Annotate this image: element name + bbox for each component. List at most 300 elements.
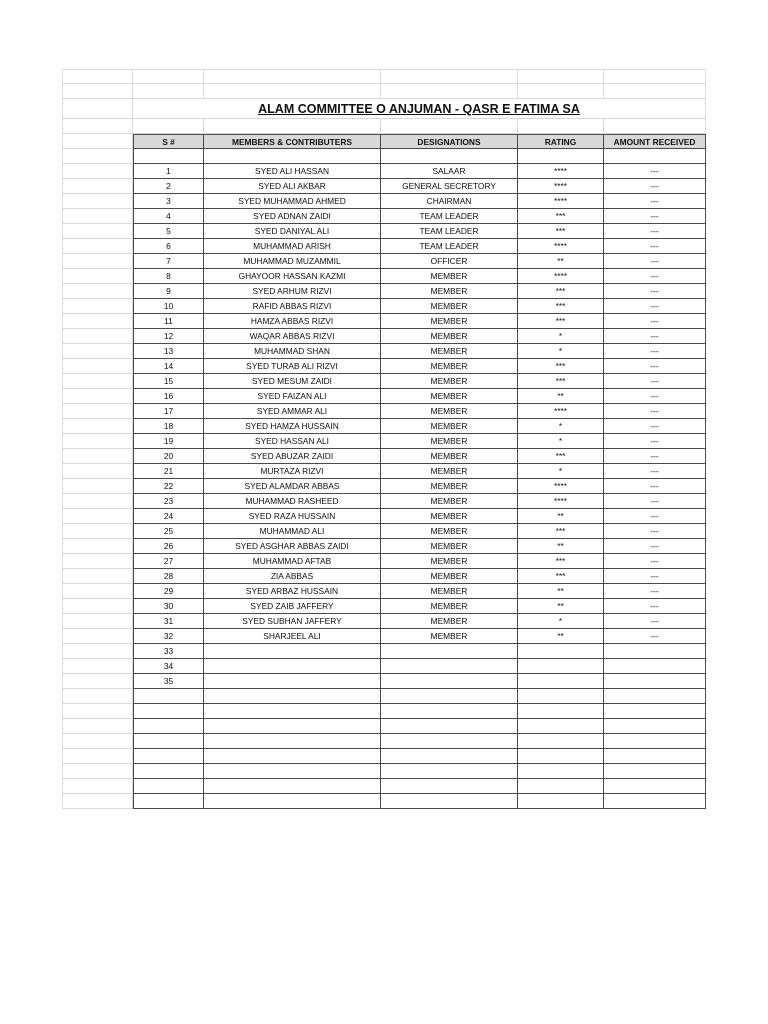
table-row [62,449,706,464]
member-name-cell[interactable]: MUHAMMAD AFTAB [204,554,381,569]
designation-cell[interactable]: MEMBER [381,479,518,494]
amount-cell[interactable] [604,779,706,794]
cell[interactable] [381,69,518,84]
cell[interactable] [604,149,706,164]
designation-cell[interactable] [381,749,518,764]
designation-cell[interactable]: MEMBER [381,329,518,344]
designation-cell[interactable]: MEMBER [381,539,518,554]
member-name-cell[interactable]: RAFID ABBAS RIZVI [204,299,381,314]
serial-cell[interactable]: 24 [133,509,204,524]
cell[interactable] [133,119,204,134]
cell[interactable] [62,554,133,569]
member-name-cell[interactable]: SYED ABUZAR ZAIDI [204,449,381,464]
member-name-cell[interactable]: ZIA ABBAS [204,569,381,584]
member-name-cell[interactable]: SYED MUHAMMAD AHMED [204,194,381,209]
serial-cell[interactable]: 26 [133,539,204,554]
rating-cell[interactable]: * [518,464,604,479]
rating-cell[interactable]: *** [518,449,604,464]
cell[interactable] [62,509,133,524]
amount-cell[interactable]: --- [604,314,706,329]
designation-cell[interactable]: MEMBER [381,404,518,419]
member-name-cell[interactable] [204,749,381,764]
amount-cell[interactable]: --- [604,389,706,404]
designation-cell[interactable]: MEMBER [381,569,518,584]
amount-cell[interactable] [604,704,706,719]
cell[interactable] [62,149,133,164]
member-name-cell[interactable]: MUHAMMAD SHAN [204,344,381,359]
serial-cell[interactable]: 11 [133,314,204,329]
rating-cell[interactable] [518,704,604,719]
designation-cell[interactable]: MEMBER [381,389,518,404]
cell[interactable] [62,389,133,404]
amount-cell[interactable]: --- [604,464,706,479]
cell[interactable] [62,99,133,119]
designation-cell[interactable]: MEMBER [381,374,518,389]
designation-cell[interactable]: TEAM LEADER [381,209,518,224]
rating-cell[interactable]: **** [518,194,604,209]
sheet-row-empty [62,149,706,164]
designation-cell[interactable]: MEMBER [381,629,518,644]
designation-cell[interactable]: MEMBER [381,494,518,509]
table-row [62,749,706,764]
member-name-cell[interactable] [204,644,381,659]
cell[interactable] [62,194,133,209]
serial-cell[interactable]: 7 [133,254,204,269]
cell[interactable] [381,119,518,134]
designation-cell[interactable]: MEMBER [381,269,518,284]
cell[interactable] [62,584,133,599]
designation-cell[interactable]: MEMBER [381,299,518,314]
serial-cell[interactable]: 23 [133,494,204,509]
serial-cell[interactable]: 4 [133,209,204,224]
cell[interactable] [62,794,133,809]
amount-cell[interactable]: --- [604,509,706,524]
cell[interactable] [62,599,133,614]
rating-cell[interactable]: ** [518,254,604,269]
cell[interactable] [62,419,133,434]
designation-cell[interactable]: MEMBER [381,419,518,434]
amount-cell[interactable]: --- [604,329,706,344]
cell[interactable] [62,719,133,734]
designation-cell[interactable] [381,794,518,809]
rating-cell[interactable]: *** [518,374,604,389]
rating-cell[interactable]: *** [518,524,604,539]
rating-cell[interactable]: *** [518,359,604,374]
designation-cell[interactable]: MEMBER [381,344,518,359]
member-name-cell[interactable] [204,704,381,719]
member-name-cell[interactable]: SYED AMMAR ALI [204,404,381,419]
serial-cell[interactable]: 3 [133,194,204,209]
member-name-cell[interactable] [204,659,381,674]
amount-cell[interactable]: --- [604,599,706,614]
designation-cell[interactable] [381,734,518,749]
amount-cell[interactable]: --- [604,494,706,509]
rating-cell[interactable]: **** [518,479,604,494]
cell[interactable] [62,464,133,479]
amount-cell[interactable]: --- [604,419,706,434]
amount-cell[interactable]: --- [604,359,706,374]
rating-cell[interactable]: * [518,329,604,344]
designation-cell[interactable] [381,659,518,674]
amount-cell[interactable]: --- [604,629,706,644]
rating-cell[interactable] [518,749,604,764]
sheet-row-empty [62,119,706,134]
rating-cell[interactable]: **** [518,494,604,509]
amount-cell[interactable] [604,674,706,689]
serial-cell[interactable]: 8 [133,269,204,284]
member-name-cell[interactable]: SYED ASGHAR ABBAS ZAIDI [204,539,381,554]
rating-cell[interactable]: ** [518,509,604,524]
designation-cell[interactable]: MEMBER [381,449,518,464]
designation-cell[interactable]: CHAIRMAN [381,194,518,209]
amount-cell[interactable]: --- [604,434,706,449]
serial-cell[interactable]: 15 [133,374,204,389]
cell[interactable] [381,149,518,164]
rating-cell[interactable]: *** [518,554,604,569]
cell[interactable] [62,434,133,449]
sheet-title[interactable] [133,99,706,119]
cell[interactable] [62,734,133,749]
amount-cell[interactable] [604,644,706,659]
cell[interactable] [62,134,133,149]
cell[interactable] [62,254,133,269]
amount-cell[interactable]: --- [604,299,706,314]
amount-cell[interactable]: --- [604,164,706,179]
member-name-cell[interactable]: SYED ALI HASSAN [204,164,381,179]
cell[interactable] [62,314,133,329]
rating-cell[interactable] [518,734,604,749]
serial-cell[interactable]: 28 [133,569,204,584]
designation-cell[interactable]: GENERAL SECRETORY [381,179,518,194]
amount-cell[interactable]: --- [604,539,706,554]
member-name-cell[interactable]: MUHAMMAD RASHEED [204,494,381,509]
cell[interactable] [62,84,133,99]
member-name-cell[interactable]: SYED DANIYAL ALI [204,224,381,239]
member-name-cell[interactable]: SYED ARHUM RIZVI [204,284,381,299]
designation-cell[interactable]: MEMBER [381,359,518,374]
serial-cell[interactable]: 5 [133,224,204,239]
rating-cell[interactable]: **** [518,179,604,194]
cell[interactable] [62,569,133,584]
cell[interactable] [62,494,133,509]
cell[interactable] [518,69,604,84]
member-name-cell[interactable] [204,764,381,779]
serial-cell[interactable]: 14 [133,359,204,374]
member-name-cell[interactable] [204,689,381,704]
member-name-cell[interactable]: MUHAMMAD MUZAMMIL [204,254,381,269]
designation-cell[interactable] [381,779,518,794]
amount-cell[interactable]: --- [604,524,706,539]
serial-cell[interactable]: 16 [133,389,204,404]
cell[interactable] [133,84,204,99]
designation-cell[interactable] [381,719,518,734]
rating-cell[interactable]: **** [518,164,604,179]
amount-cell[interactable]: --- [604,284,706,299]
rating-cell[interactable]: *** [518,569,604,584]
cell[interactable] [62,299,133,314]
serial-cell[interactable]: 18 [133,419,204,434]
cell[interactable] [604,69,706,84]
serial-cell[interactable]: 9 [133,284,204,299]
amount-cell[interactable]: --- [604,479,706,494]
cell[interactable] [62,779,133,794]
member-name-cell[interactable]: SHARJEEL ALI [204,629,381,644]
header-serial[interactable]: S # [133,134,204,149]
designation-cell[interactable]: TEAM LEADER [381,239,518,254]
cell[interactable] [62,659,133,674]
rating-cell[interactable]: ** [518,584,604,599]
serial-cell[interactable]: 30 [133,599,204,614]
cell[interactable] [62,179,133,194]
cell[interactable] [518,84,604,99]
cell[interactable] [62,239,133,254]
cell[interactable] [62,119,133,134]
cell[interactable] [204,119,381,134]
designation-cell[interactable]: SALAAR [381,164,518,179]
amount-cell[interactable] [604,794,706,809]
amount-cell[interactable]: --- [604,239,706,254]
member-name-cell[interactable]: SYED RAZA HUSSAIN [204,509,381,524]
serial-cell[interactable] [133,719,204,734]
amount-cell[interactable]: --- [604,344,706,359]
cell[interactable] [62,524,133,539]
amount-cell[interactable] [604,734,706,749]
rating-cell[interactable]: * [518,344,604,359]
amount-cell[interactable]: --- [604,374,706,389]
designation-cell[interactable]: OFFICER [381,254,518,269]
serial-cell[interactable]: 27 [133,554,204,569]
amount-cell[interactable]: --- [604,554,706,569]
cell[interactable] [62,374,133,389]
rating-cell[interactable] [518,644,604,659]
cell[interactable] [62,614,133,629]
rating-cell[interactable]: ** [518,599,604,614]
serial-cell[interactable] [133,734,204,749]
member-name-cell[interactable]: SYED FAIZAN ALI [204,389,381,404]
designation-cell[interactable]: MEMBER [381,554,518,569]
rating-cell[interactable]: *** [518,299,604,314]
serial-cell[interactable]: 25 [133,524,204,539]
member-name-cell[interactable]: GHAYOOR HASSAN KAZMI [204,269,381,284]
cell[interactable] [62,344,133,359]
amount-cell[interactable]: --- [604,194,706,209]
cell[interactable] [62,539,133,554]
amount-cell[interactable]: --- [604,614,706,629]
serial-cell[interactable] [133,779,204,794]
serial-cell[interactable]: 35 [133,674,204,689]
cell[interactable] [62,749,133,764]
serial-cell[interactable]: 29 [133,584,204,599]
cell[interactable] [62,269,133,284]
member-name-cell[interactable] [204,674,381,689]
serial-cell[interactable] [133,794,204,809]
rating-cell[interactable]: *** [518,284,604,299]
rating-cell[interactable]: **** [518,239,604,254]
rating-cell[interactable] [518,719,604,734]
rating-cell[interactable]: * [518,419,604,434]
cell[interactable] [604,119,706,134]
member-name-cell[interactable]: MURTAZA RIZVI [204,464,381,479]
member-name-cell[interactable]: SYED MESUM ZAIDI [204,374,381,389]
member-name-cell[interactable] [204,794,381,809]
member-name-cell[interactable]: SYED ZAIB JAFFERY [204,599,381,614]
serial-cell[interactable]: 1 [133,164,204,179]
serial-cell[interactable]: 33 [133,644,204,659]
designation-cell[interactable]: TEAM LEADER [381,224,518,239]
amount-cell[interactable] [604,719,706,734]
rating-cell[interactable]: ** [518,539,604,554]
serial-cell[interactable]: 22 [133,479,204,494]
designation-cell[interactable]: MEMBER [381,434,518,449]
member-name-cell[interactable]: SYED HAMZA HUSSAIN [204,419,381,434]
amount-cell[interactable] [604,659,706,674]
cell[interactable] [62,644,133,659]
table-row [62,479,706,494]
cell[interactable] [604,84,706,99]
rating-cell[interactable]: ** [518,389,604,404]
table-row [62,554,706,569]
designation-cell[interactable] [381,704,518,719]
cell[interactable] [381,84,518,99]
designation-cell[interactable]: MEMBER [381,614,518,629]
cell[interactable] [62,479,133,494]
cell[interactable] [204,84,381,99]
serial-cell[interactable]: 6 [133,239,204,254]
member-name-cell[interactable] [204,719,381,734]
cell[interactable] [62,284,133,299]
designation-cell[interactable] [381,644,518,659]
member-name-cell[interactable]: SYED ALAMDAR ABBAS [204,479,381,494]
cell[interactable] [62,674,133,689]
rating-cell[interactable]: **** [518,404,604,419]
member-name-cell[interactable]: SYED ARBAZ HUSSAIN [204,584,381,599]
amount-cell[interactable]: --- [604,224,706,239]
member-name-cell[interactable]: SYED HASSAN ALI [204,434,381,449]
amount-cell[interactable] [604,749,706,764]
serial-cell[interactable]: 10 [133,299,204,314]
amount-cell[interactable]: --- [604,209,706,224]
cell[interactable] [204,69,381,84]
cell[interactable] [62,704,133,719]
header-rating[interactable]: RATING [518,134,604,149]
cell[interactable] [62,224,133,239]
cell[interactable] [133,149,204,164]
designation-cell[interactable]: MEMBER [381,599,518,614]
table-row [62,779,706,794]
member-name-cell[interactable]: MUHAMMAD ARISH [204,239,381,254]
cell[interactable] [62,209,133,224]
serial-cell[interactable]: 2 [133,179,204,194]
serial-cell[interactable] [133,704,204,719]
cell[interactable] [62,69,133,84]
cell[interactable] [133,69,204,84]
designation-cell[interactable]: MEMBER [381,464,518,479]
serial-cell[interactable]: 34 [133,659,204,674]
rating-cell[interactable]: *** [518,314,604,329]
cell[interactable] [62,329,133,344]
rating-cell[interactable] [518,689,604,704]
amount-cell[interactable]: --- [604,569,706,584]
amount-cell[interactable]: --- [604,254,706,269]
header-amount[interactable]: AMOUNT RECEIVED [604,134,706,149]
designation-cell[interactable]: MEMBER [381,524,518,539]
designation-cell[interactable]: MEMBER [381,314,518,329]
rating-cell[interactable] [518,764,604,779]
rating-cell[interactable]: *** [518,209,604,224]
designation-cell[interactable]: MEMBER [381,284,518,299]
serial-cell[interactable]: 12 [133,329,204,344]
spreadsheet [62,69,706,809]
designation-cell[interactable] [381,689,518,704]
cell[interactable] [518,119,604,134]
serial-cell[interactable]: 13 [133,344,204,359]
cell[interactable] [204,149,381,164]
serial-cell[interactable] [133,749,204,764]
amount-cell[interactable]: --- [604,179,706,194]
rating-cell[interactable] [518,674,604,689]
designation-cell[interactable] [381,764,518,779]
amount-cell[interactable]: --- [604,404,706,419]
serial-cell[interactable]: 32 [133,629,204,644]
serial-cell[interactable]: 31 [133,614,204,629]
cell[interactable] [62,689,133,704]
amount-cell[interactable] [604,689,706,704]
cell[interactable] [518,149,604,164]
table-row [62,284,706,299]
rating-cell[interactable]: **** [518,269,604,284]
serial-cell[interactable]: 20 [133,449,204,464]
rating-cell[interactable]: * [518,614,604,629]
cell[interactable] [62,359,133,374]
cell[interactable] [62,164,133,179]
amount-cell[interactable] [604,764,706,779]
header-designations[interactable]: DESIGNATIONS [381,134,518,149]
amount-cell[interactable]: --- [604,449,706,464]
header-members[interactable]: MEMBERS & CONTRIBUTERS [204,134,381,149]
cell[interactable] [62,449,133,464]
table-row [62,209,706,224]
rating-cell[interactable]: * [518,434,604,449]
serial-cell[interactable]: 17 [133,404,204,419]
rating-cell[interactable] [518,659,604,674]
cell[interactable] [62,404,133,419]
member-name-cell[interactable]: SYED ALI AKBAR [204,179,381,194]
serial-cell[interactable]: 21 [133,464,204,479]
rating-cell[interactable]: *** [518,224,604,239]
member-name-cell[interactable]: SYED SUBHAN JAFFERY [204,614,381,629]
member-name-cell[interactable]: WAQAR ABBAS RIZVI [204,329,381,344]
member-name-cell[interactable] [204,734,381,749]
designation-cell[interactable] [381,674,518,689]
member-name-cell[interactable]: SYED TURAB ALI RIZVI [204,359,381,374]
rating-cell[interactable]: ** [518,629,604,644]
serial-cell[interactable] [133,764,204,779]
cell[interactable] [62,764,133,779]
serial-cell[interactable]: 19 [133,434,204,449]
amount-cell[interactable]: --- [604,584,706,599]
cell[interactable] [62,629,133,644]
designation-cell[interactable]: MEMBER [381,509,518,524]
rating-cell[interactable] [518,794,604,809]
rating-cell[interactable] [518,779,604,794]
amount-cell[interactable]: --- [604,269,706,284]
member-name-cell[interactable]: HAMZA ABBAS RIZVI [204,314,381,329]
designation-cell[interactable]: MEMBER [381,584,518,599]
member-name-cell[interactable] [204,779,381,794]
serial-cell[interactable] [133,689,204,704]
member-name-cell[interactable]: SYED ADNAN ZAIDI [204,209,381,224]
member-name-cell[interactable]: MUHAMMAD ALI [204,524,381,539]
